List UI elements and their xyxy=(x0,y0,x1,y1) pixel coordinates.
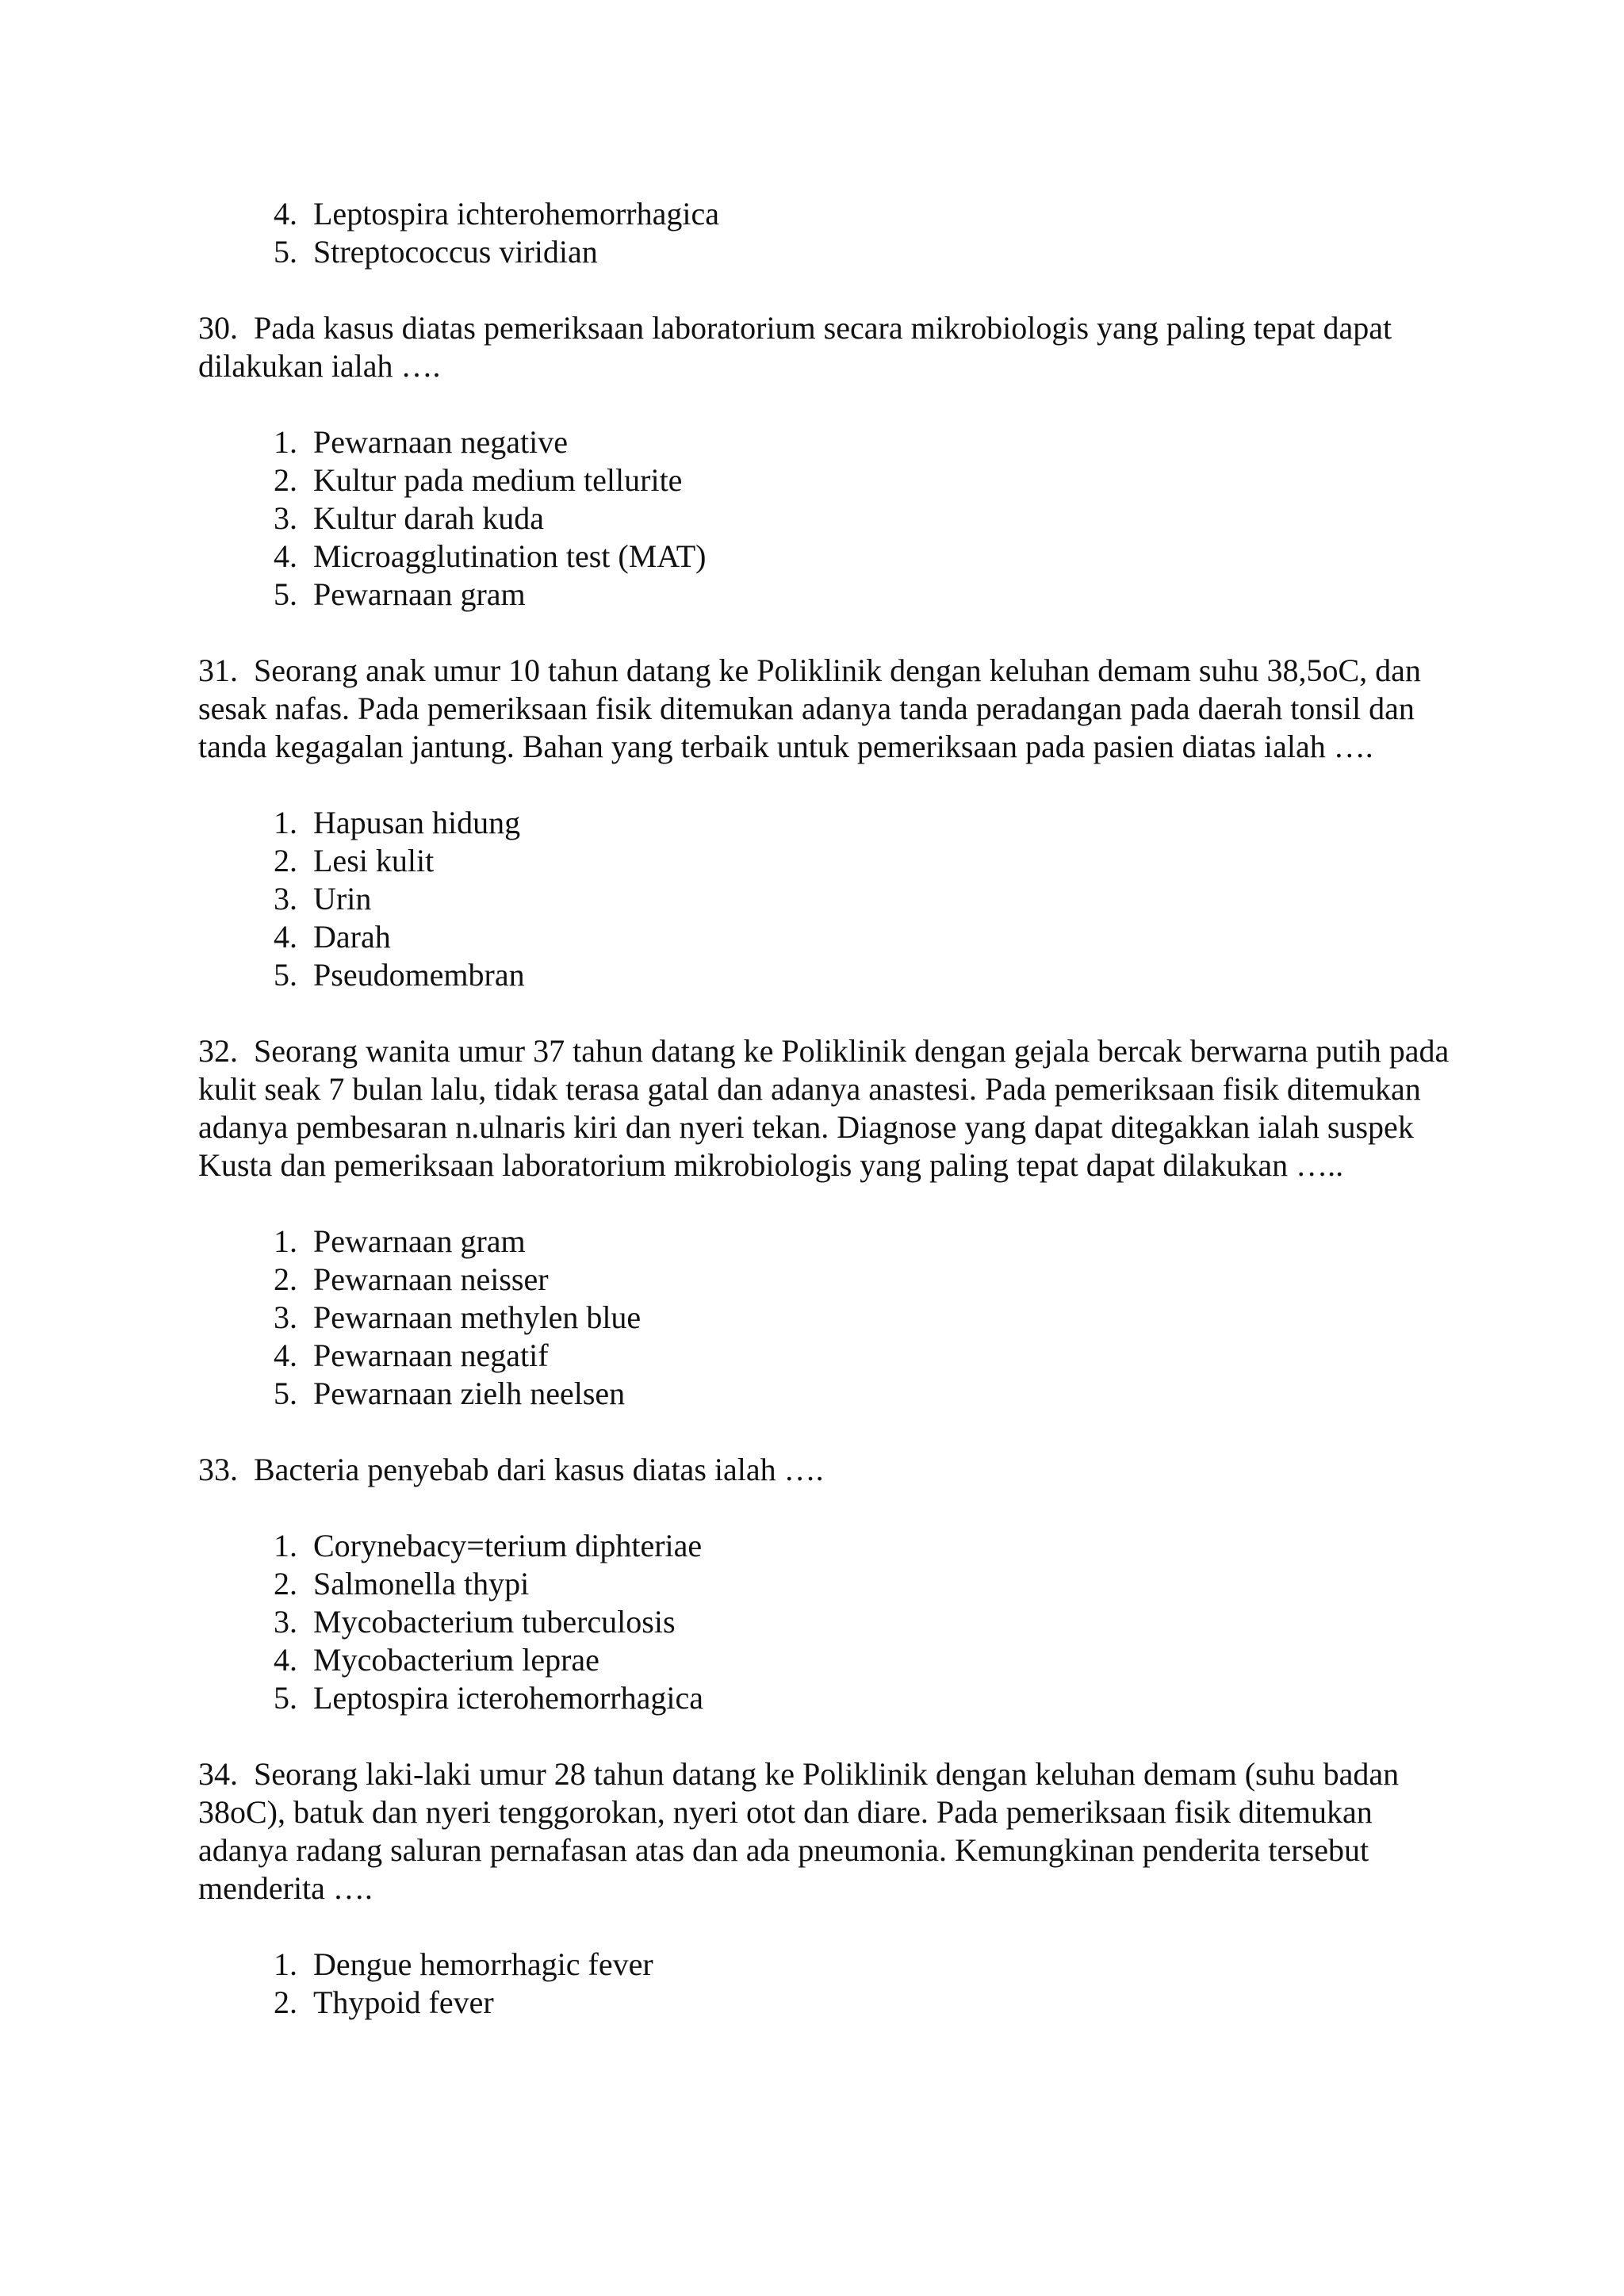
option-item xyxy=(198,538,1465,576)
option-item xyxy=(198,423,1465,461)
option-number: 1. xyxy=(274,1223,297,1259)
option-number: 2. xyxy=(274,462,297,498)
option-item xyxy=(198,1565,1465,1603)
question-text xyxy=(198,652,1451,766)
option-item xyxy=(198,804,1465,842)
option-text: Pewarnaan methylen blue xyxy=(313,1299,642,1335)
option-item xyxy=(198,918,1465,956)
option-item xyxy=(198,1261,1465,1299)
option-text: Corynebacy=terium diphteriae xyxy=(313,1528,703,1563)
question-30 xyxy=(198,309,1465,614)
option-text: Kultur darah kuda xyxy=(313,500,545,536)
option-number: 5. xyxy=(274,234,297,270)
carry-over-options xyxy=(198,195,1465,271)
option-text: Thypoid fever xyxy=(313,1984,494,2020)
option-number: 5. xyxy=(274,576,297,612)
option-text: Urin xyxy=(313,881,372,916)
option-number: 5. xyxy=(274,1376,297,1411)
option-text: Pewarnaan negatif xyxy=(313,1337,549,1373)
option-number: 2. xyxy=(274,1984,297,2020)
option-text: Dengue hemorrhagic fever xyxy=(313,1946,653,1982)
option-item xyxy=(198,233,1465,271)
question-number: 31. xyxy=(198,652,238,688)
question-body: Seorang laki-laki umur 28 tahun datang ke Poliklinik dengan keluhan demam (suhu badan 38oC), batuk dan nyeri tenggorokan, nyeri otot dan diare. Pada pemeriksaan fisik ditemukan adanya radang saluran pernafasan atas dan ada pneumonia. Kemungkinan penderita tersebut menderita …. xyxy=(198,1756,1400,1906)
option-number: 2. xyxy=(274,1566,297,1601)
option-list xyxy=(198,1223,1465,1413)
option-item xyxy=(198,842,1465,880)
option-number: 3. xyxy=(274,1604,297,1640)
option-list xyxy=(198,804,1465,994)
option-number: 1. xyxy=(274,424,297,460)
option-text: Pewarnaan gram xyxy=(313,576,526,612)
option-number: 4. xyxy=(274,1642,297,1678)
option-item xyxy=(198,1679,1465,1717)
option-text: Streptococcus viridian xyxy=(313,234,598,270)
question-number: 33. xyxy=(198,1452,238,1487)
option-text: Darah xyxy=(313,919,391,955)
option-text: Hapusan hidung xyxy=(313,805,521,840)
option-text: Pewarnaan gram xyxy=(313,1223,526,1259)
option-item xyxy=(198,1527,1465,1565)
option-item xyxy=(198,1223,1465,1261)
option-number: 1. xyxy=(274,1528,297,1563)
option-text: Mycobacterium tuberculosis xyxy=(313,1604,676,1640)
option-number: 4. xyxy=(274,919,297,955)
question-body: Seorang anak umur 10 tahun datang ke Poliklinik dengan keluhan demam suhu 38,5oC, dan sesak nafas. Pada pemeriksaan fisik ditemukan adanya tanda peradangan pada daerah tonsil dan tanda kegagalan jantung. Bahan yang terbaik untuk pemeriksaan pada pasien diatas ialah …. xyxy=(198,652,1421,764)
option-item xyxy=(198,956,1465,994)
option-list xyxy=(198,423,1465,614)
option-number: 4. xyxy=(274,538,297,574)
option-number: 3. xyxy=(274,500,297,536)
option-number: 4. xyxy=(274,196,297,232)
option-number: 2. xyxy=(274,843,297,878)
question-text xyxy=(198,1755,1451,1908)
option-item xyxy=(198,1603,1465,1641)
option-text: Lesi kulit xyxy=(313,843,435,878)
option-item xyxy=(198,1375,1465,1413)
option-text: Leptospira icterohemorrhagica xyxy=(313,1680,703,1716)
option-item xyxy=(198,1946,1465,1984)
option-item xyxy=(198,1641,1465,1679)
option-text: Leptospira ichterohemorrhagica xyxy=(313,196,719,232)
option-text: Pseudomembran xyxy=(313,957,525,993)
option-item xyxy=(198,880,1465,918)
option-item xyxy=(198,461,1465,499)
question-body: Pada kasus diatas pemeriksaan laboratorium secara mikrobiologis yang paling tepat dapat dilakukan ialah …. xyxy=(198,310,1392,384)
question-34 xyxy=(198,1755,1465,2022)
question-32 xyxy=(198,1032,1465,1413)
option-number: 3. xyxy=(274,881,297,916)
option-item xyxy=(198,499,1465,538)
question-number: 34. xyxy=(198,1756,238,1792)
option-number: 1. xyxy=(274,805,297,840)
question-31 xyxy=(198,652,1465,994)
option-number: 4. xyxy=(274,1337,297,1373)
option-item xyxy=(198,195,1465,233)
option-item xyxy=(198,1337,1465,1375)
option-text: Pewarnaan neisser xyxy=(313,1261,549,1297)
option-text: Mycobacterium leprae xyxy=(313,1642,599,1678)
question-text xyxy=(198,1032,1451,1184)
option-number: 2. xyxy=(274,1261,297,1297)
option-text: Pewarnaan zielh neelsen xyxy=(313,1376,626,1411)
option-list xyxy=(198,1946,1465,2022)
option-number: 5. xyxy=(274,957,297,993)
option-list xyxy=(198,1527,1465,1717)
option-number: 1. xyxy=(274,1946,297,1982)
question-body: Seorang wanita umur 37 tahun datang ke Poliklinik dengan gejala bercak berwarna putih pada kulit seak 7 bulan lalu, tidak terasa gatal dan adanya anastesi. Pada pemeriksaan fisik ditemukan adanya pembesaran n.ulnaris kiri dan nyeri tekan. Diagnose yang dapat ditegakkan ialah suspek Kusta dan pemeriksaan laboratorium mikrobiologis yang paling tepat dapat dilakukan ….. xyxy=(198,1033,1450,1183)
option-text: Pewarnaan negative xyxy=(313,424,568,460)
question-text xyxy=(198,1451,1451,1489)
option-number: 5. xyxy=(274,1680,297,1716)
question-text xyxy=(198,309,1451,385)
question-33 xyxy=(198,1451,1465,1717)
question-number: 30. xyxy=(198,310,238,346)
option-text: Microagglutination test (MAT) xyxy=(313,538,707,574)
option-number: 3. xyxy=(274,1299,297,1335)
option-item xyxy=(198,1299,1465,1337)
question-body: Bacteria penyebab dari kasus diatas ialah …. xyxy=(254,1452,824,1487)
option-text: Kultur pada medium tellurite xyxy=(313,462,683,498)
option-item xyxy=(198,1984,1465,2022)
option-text: Salmonella thypi xyxy=(313,1566,530,1601)
question-number: 32. xyxy=(198,1033,238,1069)
option-item xyxy=(198,576,1465,614)
